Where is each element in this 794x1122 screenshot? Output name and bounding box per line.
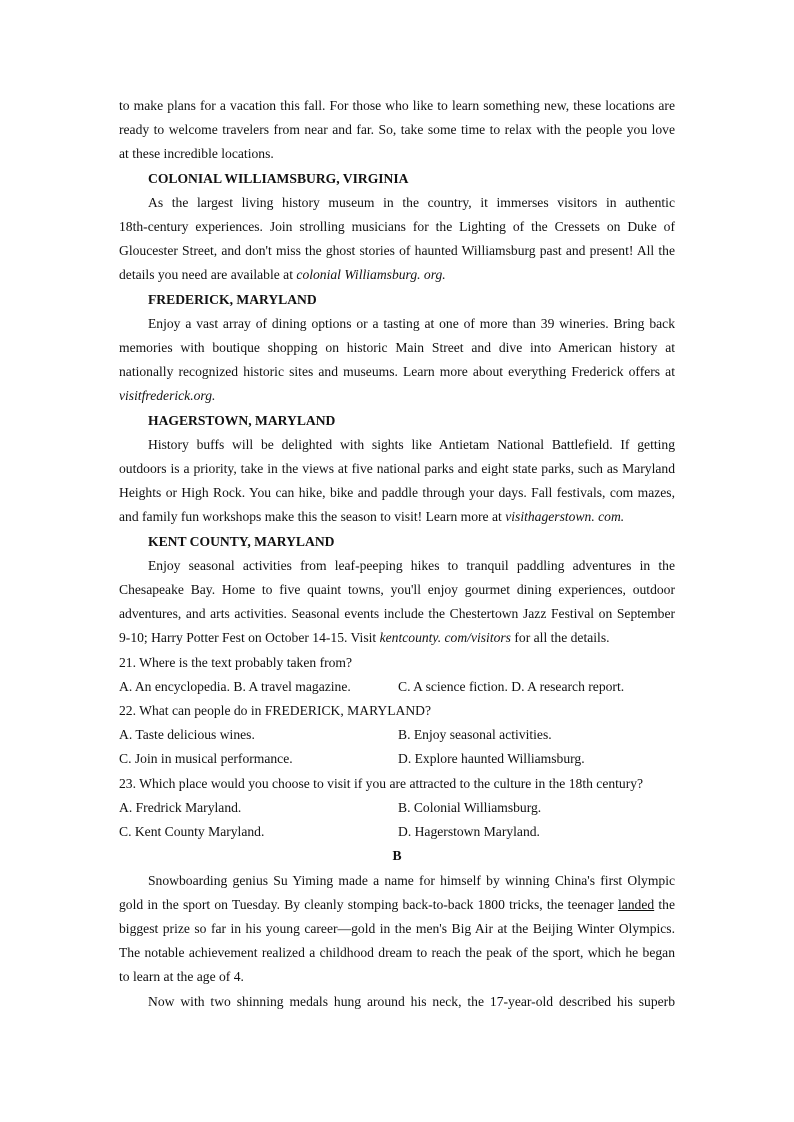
options-row [119,675,675,699]
option-d: D. Hagerstown Maryland. [398,824,540,840]
section-line: adventures, and arts activities. Seasonal events include the Chestertown Jazz Festival on September [119,606,675,622]
intro-line: at these incredible locations. [119,146,274,162]
option-b: B. Colonial Williamsburg. [398,799,542,815]
passage-b-paragraph-2 [119,990,675,1014]
underlined-word: landed [617,896,655,912]
option-ab: A. An encyclopedia. B. A travel magazine. [119,678,351,694]
passage-b-label: B [392,848,402,864]
website-link: visithagerstown. com. [505,509,625,525]
section-line: History buffs will be delighted with sights like Antietam National Battlefield. If getting [148,436,675,452]
passage-line: to learn at the age of 4. [119,969,244,985]
section-hagerstown [119,409,675,530]
question-text: 22. What can people do in FREDERICK, MARYLAND? [119,703,431,719]
section-heading: KENT COUNTY, MARYLAND [148,533,335,549]
option-cd: C. A science fiction. D. A research report. [398,678,625,694]
passage-line: Snowboarding genius Su Yiming made a name for himself by winning China's first Olympic [148,872,675,888]
passage-line [119,893,675,917]
line-text: for all the details. [514,630,610,646]
options-row [119,723,675,747]
section-line [119,505,675,529]
section-line: Enjoy a vast array of dining options or a tasting at one of more than 39 wineries. Bring back [148,315,675,331]
question-text: 23. Which place would you choose to visit if you are attracted to the culture in the 18th century? [119,775,644,791]
section-line: nationally recognized historic sites and museums. Learn more about everything Frederick offers at [119,364,675,380]
options-row [119,747,675,771]
website-link: visitfrederick.org. [119,388,216,404]
question-text: 21. Where is the text probably taken from? [119,654,353,670]
section-line: outdoors is a priority, take in the views at five national parks and eight state parks, such as Maryland [119,461,675,477]
section-williamsburg [119,167,675,288]
section-frederick [119,288,675,409]
options-row [119,820,675,844]
section-kent [119,530,675,651]
section-line: As the largest living history museum in the country, it immerses visitors in authentic [148,194,675,210]
option-c: C. Kent County Maryland. [119,824,265,840]
section-line: memories with boutique shopping on historic Main Street and dive into American history at [119,340,675,356]
section-heading: COLONIAL WILLIAMSBURG, VIRGINIA [148,170,409,186]
section-heading: HAGERSTOWN, MARYLAND [148,412,336,428]
section-line [119,626,675,650]
option-b: B. Enjoy seasonal activities. [398,727,552,743]
intro-line: ready to welcome travelers from near and far. So, take some time to relax with the people you love [119,122,675,138]
option-d: D. Explore haunted Williamsburg. [398,751,585,767]
website-link: colonial Williamsburg. org. [296,267,446,283]
option-c: C. Join in musical performance. [119,751,293,767]
intro-line: to make plans for a vacation this fall. For those who like to learn something new, these locations are [119,98,675,113]
passage-b-paragraph-1 [119,869,675,990]
section-line [119,263,675,287]
line-text: details you need are available at [119,267,293,283]
section-line [119,384,675,408]
section-line: Heights or High Rock. You can hike, bike and paddle through your days. Fall festivals, com mazes, [119,485,675,501]
line-text: 9-10; Harry Potter Fest on October 14-15. Visit [119,630,377,646]
section-heading: FREDERICK, MARYLAND [148,291,317,307]
question-21 [119,651,675,699]
options-row [119,796,675,820]
question-23 [119,772,675,845]
line-text: the [658,896,676,912]
passage-line: The notable achievement realized a childhood dream to reach the peak of the sport, which he began [119,945,675,961]
line-text: and family fun workshops make this the season to visit! Learn more at [119,509,502,525]
passage-line: Now with two shinning medals hung around his neck, the 17-year-old described his superb [148,993,675,1009]
passage-line: biggest prize so far in his young career—gold in the men's Big Air at the Beijing Winter Olympics. [119,920,675,936]
section-line: Gloucester Street, and don't miss the ghost stories of haunted Williamsburg past and present! All the [119,243,675,259]
option-a: A. Taste delicious wines. [119,727,255,743]
option-a: A. Fredrick Maryland. [119,799,242,815]
document-page [119,94,675,1014]
website-link: kentcounty. com/visitors [379,630,511,646]
section-line: Enjoy seasonal activities from leaf-peeping hikes to tranquil paddling adventures in the [148,557,675,573]
section-line: Chesapeake Bay. Home to five quaint towns, you'll enjoy gourmet dining experiences, outdoor [119,582,675,598]
question-22 [119,699,675,772]
line-text: gold in the sport on Tuesday. By cleanly stomping back-to-back 1800 tricks, the teenager [119,896,614,912]
section-line: 18th-century experiences. Join strolling musicians for the Lighting of the Cressets on Duke of [119,219,675,235]
intro-paragraph [119,94,675,167]
